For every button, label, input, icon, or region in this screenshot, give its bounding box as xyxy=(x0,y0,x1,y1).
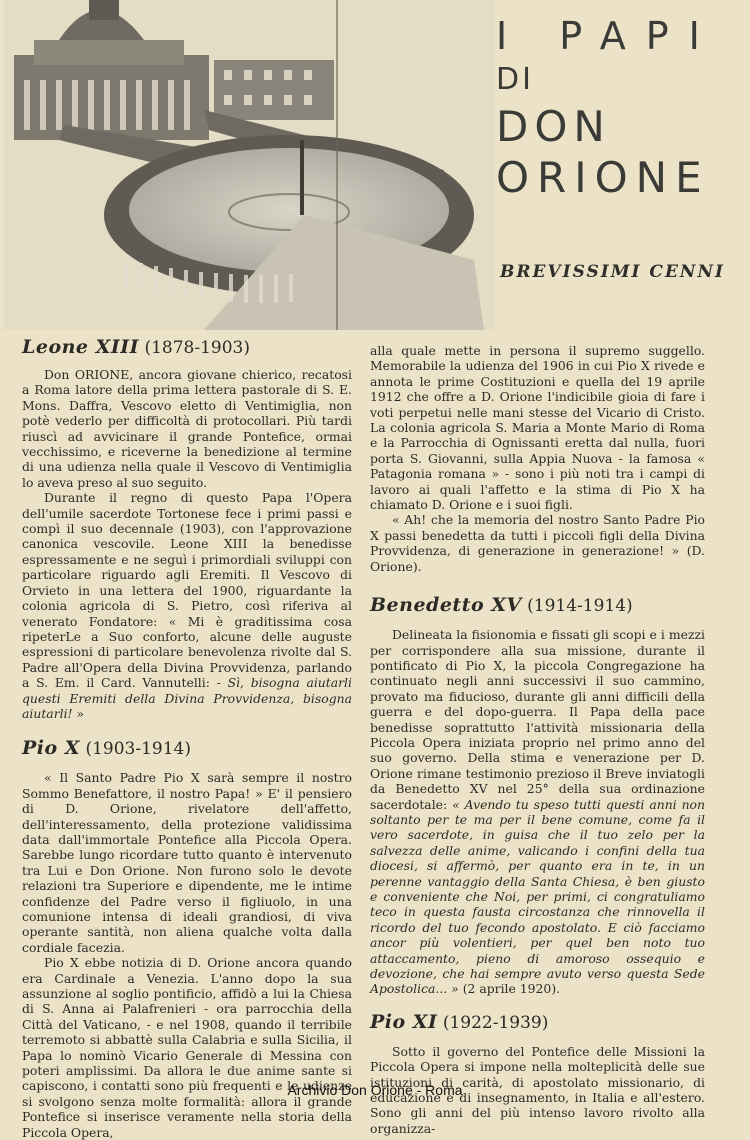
left-column xyxy=(22,336,352,1140)
title-line-3: DON xyxy=(496,102,611,151)
st-peters-square-illustration xyxy=(4,0,494,330)
section-heading-benedetto-xv xyxy=(370,594,705,617)
article-title xyxy=(496,14,746,204)
section-heading-pio-xi xyxy=(370,1011,705,1034)
pope-years: (1922-1939) xyxy=(442,1012,549,1033)
archive-watermark: Archivio Don Orione - Roma xyxy=(287,1082,463,1098)
pope-name: Pio X xyxy=(22,737,81,760)
paragraph: alla quale mette in persona il supremo suggello. Memorabile la udienza del 1906 in cui Pio X rivede e annota le prime Costituzioni e quella del 19 aprile 1912 che offre a D. Orione l'indicibile gioia di fare i voti perpetui nelle mani stesse del Vicario di Cristo. La colonia agricola S. Maria a Monte Mario di Roma e la Parrocchia di Ognissanti eretta dal nulla, fuori porta S. Giovanni, sulla Appia Nuova - la famosa « Patagonia romana » - sono i più noti tra i campi di lavoro ai quali l'affetto e la stima di Pio X ha chiamato D. Orione e i suoi figli. xyxy=(370,343,705,513)
paragraph: Sotto il governo del Pontefice delle Missioni la Piccola Opera si impone nella molteplicità delle sue istituzioni di carità, di apostolato missionario, di educazione e di insegnamento, in Italia e all'estero. Sono gli anni del più intenso lavoro rivolto alla organizza- xyxy=(370,1043,705,1136)
pope-years: (1903-1914) xyxy=(85,739,191,760)
paragraph: Pio X ebbe notizia di D. Orione ancora quando era Cardinale a Venezia. L'anno dopo la sua assunzione al soglio pontificio, affidò a lui la Chiesa di S. Anna ai Palafrenieri - ora parrocchia della Città del Vaticano, - e nel 1908, quando il terribile terremoto si abbattè sulla Calabria e sulla Sicilia, il Papa lo nominò Vicario Generale di Messina con poteri amplissimi. Da allora le due anime sante si capiscono, i contatti sono più frequenti e le udienze si svolgono senza molte formalità: allora il grande Pontefice si inserisce veramente nella storia della Piccola Opera, xyxy=(22,955,352,1140)
pope-quote: - Sì, bisogna aiutarli questi Eremiti della Divina Provvidenza, bisogna aiutarli! xyxy=(22,675,352,721)
paragraph: Durante il regno di questo Papa l'Opera dell'umile sacerdote Tortonese fece i primi passi e compì il suo decennale (1903), con l'approvazione canonica vescovile. Leone XIII la benedisse espressamente e ne seguì i primordiali sviluppi con particolare riguardo agli Eremiti. Il Vescovo di Orvieto in una lettera del 1900, riguardante la colonia agricola di S. Pietro, così riferiva al venerato Fondatore: « Mi è graditissima cosa ripeterLe a Suo conforto, alcune delle auguste espressioni di particolare benevolenza rivolte dal S. Padre all'Opera della Divina Provvidenza, parlando a S. Em. il Card. Vannutelli: - Sì, bisogna aiutarli questi Eremiti della Divina Provvidenza, bisogna aiutarli! » xyxy=(22,490,352,721)
paragraph: « Ah! che la memoria del nostro Santo Padre Pio X passi benedetta da tutti i piccoli figli della Divina Provvidenza, di generazione in generazione! » (D. Orione). xyxy=(370,512,705,574)
pope-name: Pio XI xyxy=(370,1010,438,1033)
article-subtitle: BREVISSIMI CENNI xyxy=(500,262,725,282)
pope-years: (1914-1914) xyxy=(527,596,633,617)
paragraph: Don ORIONE, ancora giovane chierico, recatosi a Roma latore della prima lettera pastorale di S. E. Mons. Daffra, Vescovo eletto di Ventimiglia, non potè vederlo per difficoltà di protocollari. Più tardi riuscì ad avvicinare il grande Pontefice, ormai vecchissimo, e riceverne la benedizione al termine di una udienza nella quale il Vescovo di Ventimiglia lo aveva preso al suo seguito. xyxy=(22,367,352,490)
breve-quote: « Avendo tu speso tutti questi anni non soltanto per te ma per il bene comune, come fa il vero sacerdote, in guisa che il tuo zelo per la salvezza delle anime, valicando i confini della tua diocesi, si affermò, per quanto era in te, in un perenne vantaggio della Santa Chiesa, è ben giusto e conveniente che Noi, per primi, ci congratuliamo teco in questa fausta circostanza che rinnovella il ricordo del tuo fecondo apostolato. E ciò facciamo ancor più volentieri, per quel ben noto tuo attaccamento, pieno di amoroso ossequio e devozione, che hai sempre avuto verso questa Sede Apostolica... » xyxy=(370,796,705,997)
page-fold-line xyxy=(336,0,338,330)
paragraph: « Il Santo Padre Pio X sarà sempre il nostro Sommo Benefattore, il nostro Papa! » E' il pensiero di D. Orione, rivelatore dell'affetto, dell'interessamento, della protezione validissima data dall'immortale Pontefice alla Piccola Opera. Sarebbe lungo ricordare tutto quanto è intervenuto tra Lui e Don Orione. Non furono solo le devote relazioni tra Superiore e dipendente, me le intime confidenze del Padre verso il figliuolo, in una comunione intensa di ideali grandiosi, di viva operante santità, non aliena qualche volta dalla cordiale facezia. xyxy=(22,770,352,955)
paragraph: Delineata la fisionomia e fissati gli scopi e i mezzi per corrispondere alla sua missione, durante il pontificato di Pio X, la piccola Congregazione ha continuato negli anni successivi il suo cammino, provato ma fiducioso, durante gli anni difficili della guerra e del dopo-guerra. Il Papa della pace benedisse soprattutto l'attività missionaria della Piccola Opera iniziata proprio nel primo anno del suo governo. Della stima e venerazione per D. Orione rimane testimonio prezioso il Breve inviatogli da Benedetto XV nel 25° della sua ordinazione sacerdotale: « Avendo tu speso tutti questi anni non soltanto per te ma per il bene comune, come fa il vero sacerdote, in guisa che il tuo zelo per la salvezza delle anime, valicando i confini della tua diocesi, si affermò, per quanto era in te, in un perenne vantaggio della Santa Chiesa, è ben giusto e conveniente che Noi, per primi, ci congratuliamo teco in questa fausta circostanza che rinnovella il ricordo del tuo fecondo apostolato. E ciò facciamo ancor più volentieri, per quel ben noto tuo attaccamento, pieno di amoroso ossequio e devozione, che hai sempre avuto verso questa Sede Apostolica... » (2 aprile 1920). xyxy=(370,627,705,997)
section-heading-pio-x xyxy=(22,737,352,760)
title-line-1: I PAPI xyxy=(496,14,720,58)
title-line-2: DI xyxy=(496,62,534,97)
pope-name: Benedetto XV xyxy=(370,594,522,617)
pope-name: Leone XIII xyxy=(22,336,140,358)
right-column xyxy=(370,343,705,1136)
section-heading-leone xyxy=(22,336,352,359)
title-line-4: ORIONE xyxy=(496,153,710,202)
pope-years: (1878-1903) xyxy=(144,338,250,358)
